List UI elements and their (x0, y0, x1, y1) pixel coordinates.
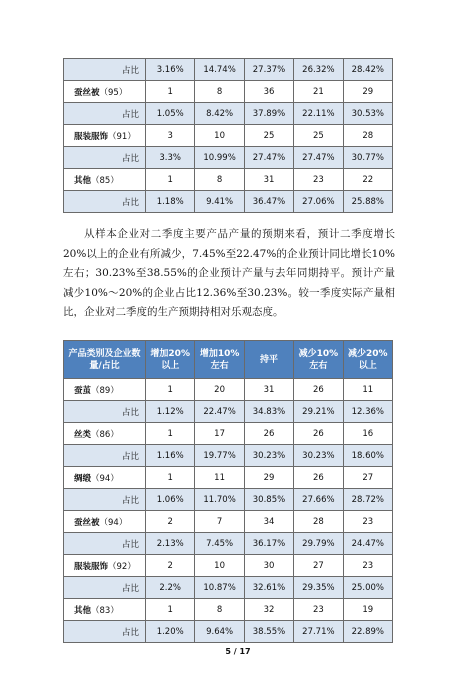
category-count: （86） (91, 429, 119, 440)
table-row (64, 125, 393, 147)
table-cell: 27.71% (294, 621, 343, 643)
table-row (64, 191, 393, 213)
table-cell: 1.12% (146, 401, 195, 423)
category-label (64, 555, 146, 577)
table-cell: 38.55% (244, 621, 293, 643)
table-cell: 30.77% (343, 147, 392, 169)
table-cell: 31 (244, 379, 293, 401)
table-row (64, 401, 393, 423)
table-cell: 27 (343, 467, 392, 489)
table-row (64, 599, 393, 621)
share-label: 占比 (64, 59, 146, 81)
table-cell: 8 (195, 169, 244, 191)
table-cell: 28 (343, 125, 392, 147)
table-header-row (64, 341, 393, 379)
table-cell: 31 (244, 169, 293, 191)
table-cell: 10.99% (195, 147, 244, 169)
table-cell: 20 (195, 379, 244, 401)
table-cell: 2 (146, 511, 195, 533)
table-cell: 3 (146, 125, 195, 147)
table-cell: 29 (244, 467, 293, 489)
header-increase-20: 增加20%以上 (146, 341, 195, 379)
header-flat: 持平 (244, 341, 293, 379)
table-row (64, 59, 393, 81)
table-cell: 28 (294, 511, 343, 533)
table-row (64, 379, 393, 401)
category-label (64, 599, 146, 621)
table-cell: 27.47% (244, 147, 293, 169)
table-cell: 23 (294, 599, 343, 621)
table-cell: 7.45% (195, 533, 244, 555)
table-cell: 30.23% (244, 445, 293, 467)
table-cell: 8 (195, 599, 244, 621)
share-label: 占比 (64, 103, 146, 125)
table-cell: 26 (294, 379, 343, 401)
category-name: 蚕丝被 (74, 87, 100, 98)
table-cell: 11 (195, 467, 244, 489)
table-cell: 32 (244, 599, 293, 621)
table-cell: 1.20% (146, 621, 195, 643)
category-label (64, 467, 146, 489)
table-cell: 8.42% (195, 103, 244, 125)
table-cell: 2 (146, 555, 195, 577)
share-label: 占比 (64, 147, 146, 169)
table-cell: 14.74% (195, 59, 244, 81)
share-label: 占比 (64, 489, 146, 511)
table-cell: 25 (294, 125, 343, 147)
table-cell: 9.41% (195, 191, 244, 213)
table-cell: 7 (195, 511, 244, 533)
header-category: 产品类别及企业数量/占比 (64, 341, 146, 379)
table-cell: 16 (343, 423, 392, 445)
table-cell: 36.47% (244, 191, 293, 213)
table-cell: 26 (244, 423, 293, 445)
table-cell: 1.18% (146, 191, 195, 213)
table-cell: 26.32% (294, 59, 343, 81)
table-row (64, 445, 393, 467)
share-label: 占比 (64, 621, 146, 643)
table-cell: 23 (294, 169, 343, 191)
table-cell: 8 (195, 81, 244, 103)
table-cell: 28.42% (343, 59, 392, 81)
table-row (64, 103, 393, 125)
table-cell: 36 (244, 81, 293, 103)
table-row (64, 533, 393, 555)
category-label (64, 379, 146, 401)
table-cell: 27.66% (294, 489, 343, 511)
table-cell: 10 (195, 125, 244, 147)
category-count: （92） (108, 561, 136, 572)
category-name: 服装服饰 (74, 131, 109, 142)
header-increase-10: 增加10%左右 (195, 341, 244, 379)
category-count: （89） (91, 385, 119, 396)
table-cell: 22.89% (343, 621, 392, 643)
table-cell: 26 (294, 467, 343, 489)
category-count: （94） (99, 517, 128, 528)
table-cell: 22.47% (195, 401, 244, 423)
table-cell: 11.70% (195, 489, 244, 511)
share-label: 占比 (64, 191, 146, 213)
table-cell: 10.87% (195, 577, 244, 599)
table-row (64, 169, 393, 191)
table-cell: 17 (195, 423, 244, 445)
table-cell: 30 (244, 555, 293, 577)
category-count: （95） (99, 87, 128, 98)
table-cell: 11 (343, 379, 392, 401)
table-cell: 12.36% (343, 401, 392, 423)
table-cell: 24.47% (343, 533, 392, 555)
table-cell: 1 (146, 169, 195, 191)
table-cell: 32.61% (244, 577, 293, 599)
table-cell: 29 (343, 81, 392, 103)
table-cell: 25.00% (343, 577, 392, 599)
table-cell: 28.72% (343, 489, 392, 511)
table-cell: 27.37% (244, 59, 293, 81)
table-cell: 22.11% (294, 103, 343, 125)
table-cell: 23 (343, 511, 392, 533)
table-cell: 30.23% (294, 445, 343, 467)
table-cell: 25 (244, 125, 293, 147)
share-label: 占比 (64, 401, 146, 423)
header-decrease-20: 减少20%以上 (343, 341, 392, 379)
table-cell: 9.64% (195, 621, 244, 643)
share-label: 占比 (64, 577, 146, 599)
category-label (64, 423, 146, 445)
table-cell: 19.77% (195, 445, 244, 467)
body-paragraph: 从样本企业对二季度主要产品产量的预期来看，预计二季度增长20%以上的企业有所减少，7.45%至22.47%的企业预计同比增长10%左右；30.23%至38.55%的企业预计产量与去年同期持平。预计产量减少10%～20%的企业占比12.36%至30.23%。较一季度实际产量相比，企业对二季度的生产预期持相对乐观态度。 (63, 228, 395, 318)
category-name: 服装服饰 (74, 561, 109, 572)
category-label (64, 81, 146, 103)
table-row (64, 467, 393, 489)
table-row (64, 621, 393, 643)
table-cell: 19 (343, 599, 392, 621)
table-cell: 1 (146, 599, 195, 621)
table-cell: 30.85% (244, 489, 293, 511)
table-cell: 1.05% (146, 103, 195, 125)
table-cell: 34 (244, 511, 293, 533)
table-row (64, 81, 393, 103)
table-row (64, 555, 393, 577)
header-decrease-10: 减少10%左右 (294, 341, 343, 379)
table-cell: 29.35% (294, 577, 343, 599)
category-name: 其他 (74, 605, 92, 616)
table-cell: 30.53% (343, 103, 392, 125)
table-row (64, 147, 393, 169)
table-cell: 3.3% (146, 147, 195, 169)
category-name: 蚕丝被 (74, 517, 100, 528)
table-cell: 26 (294, 423, 343, 445)
table-cell: 27.06% (294, 191, 343, 213)
table-cell: 1 (146, 467, 195, 489)
table-cell: 2.2% (146, 577, 195, 599)
table-cell: 1 (146, 423, 195, 445)
category-label (64, 125, 146, 147)
category-label (64, 169, 146, 191)
table-cell: 10 (195, 555, 244, 577)
table-row (64, 577, 393, 599)
category-name: 丝类 (74, 429, 92, 440)
table-cell: 34.83% (244, 401, 293, 423)
share-label: 占比 (64, 445, 146, 467)
table-cell: 22 (343, 169, 392, 191)
table-cell: 1.06% (146, 489, 195, 511)
page-number: 5 / 17 (225, 647, 251, 656)
table-cell: 29.21% (294, 401, 343, 423)
table-cell: 3.16% (146, 59, 195, 81)
table-cell: 37.89% (244, 103, 293, 125)
table-cell: 29.79% (294, 533, 343, 555)
table-cell: 25.88% (343, 191, 392, 213)
table-cell: 1.16% (146, 445, 195, 467)
table-cell: 18.60% (343, 445, 392, 467)
table-row (64, 423, 393, 445)
category-count: （83） (91, 605, 119, 616)
table-cell: 27 (294, 555, 343, 577)
table-cell: 1 (146, 81, 195, 103)
table-production-expectation (63, 340, 393, 643)
share-label: 占比 (64, 533, 146, 555)
table-cell: 36.17% (244, 533, 293, 555)
table-row (64, 489, 393, 511)
category-name: 其他 (74, 175, 92, 186)
category-label (64, 511, 146, 533)
category-count: （94） (91, 473, 119, 484)
table-cell: 2.13% (146, 533, 195, 555)
table-cell: 27.47% (294, 147, 343, 169)
category-count: （85） (91, 175, 119, 186)
table-cell: 1 (146, 379, 195, 401)
table-row (64, 511, 393, 533)
table-cell: 23 (343, 555, 392, 577)
table-production-part1 (63, 58, 393, 213)
table-cell: 21 (294, 81, 343, 103)
category-count: （91） (108, 131, 136, 142)
category-name: 绸缎 (74, 473, 92, 484)
category-name: 蚕茧 (74, 385, 92, 396)
